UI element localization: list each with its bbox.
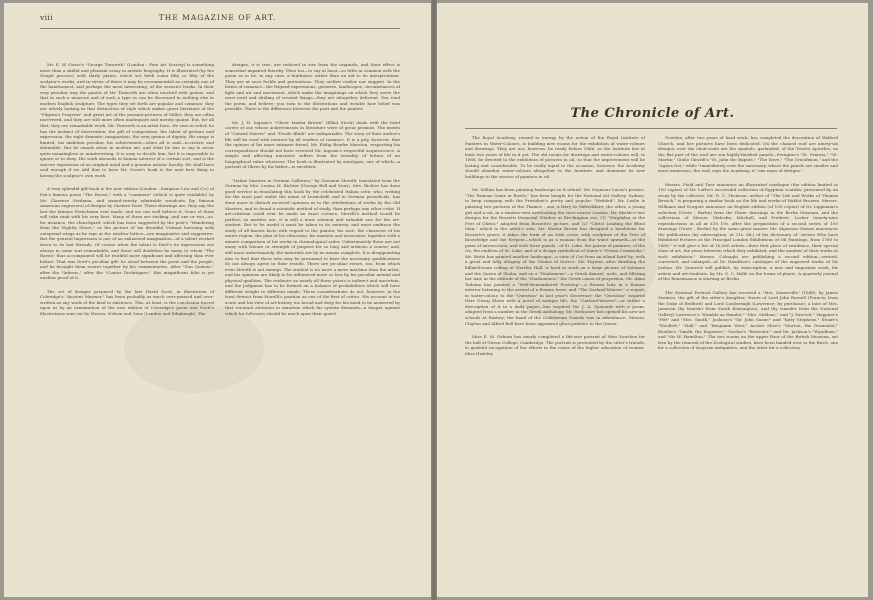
paragraph-osborn: Miss E. M. Osborn has nearly completed a life-size portrait of Miss Souchon for the hall of Girton College, Cambridge. The portrait is presented by the sitter's friends, in grateful recognition of her efforts in the cause of the higher education of women. Miss Hadsley (465, 334, 645, 356)
running-title: THE MAGAZINE OF ART. (158, 13, 277, 22)
paragraph-field-and-tuer: Messrs. Field and Tuer announce an illustrated catalogue (the edition limited to 150 copies) of Mr. Loftie's successful collection of Egyptian scarabs; presented by an essay by the collector. Mr. D. C. Thomson, author of "The Life and Works of Thomas Bewick," is preparing a similar book on the life and works of Hablot Browne. Messrs. Williams and Norgate announce an English edition (of 100 copies) of Dr. Lippmann's selection (Grote ; Berlin) from the Dürer drawings in the Berlin Museum, and the collections of Messrs. Malcolm, Mitchell, and Frederic. Locker (ninety-nine reproductions in all at £10 10s. after the preparation of a second series of 100 drawings (Grote ; Berlin) by the same great master. Mr. Algernon Graves announces the publication (by subscription, at 21s. 6d.) of his dictionary of "Artists Who have Exhibited Pictures at the Principal London Exhibitions of Oil Paintings, from 1760 to 1880;" it will give a list of 16,000 artists—their first place of residence, their special class of art, the years between which they exhibited, and the number of their works at such exhibition." Messrs. Colnaghi are publishing a second edition—revised, corrected, and enlarged—of Dr. Hamilton's catalogue of the engraved works of Sir Joshua. Mr. Quaritch will publish, by subscription, a new and important work, for artists and art-students, by Mr. G. C. Hallé on the forms of plants. A quarterly journal of the Renaissance is starting at Berlin. (658, 181, 838, 282)
left-column-1 (40, 62, 214, 317)
page-number: viii (40, 13, 54, 22)
paragraph-oliver-madox-brown: Mr. J. H. Ingram's "Oliver Madox Brown" (Elliot Stock) deals with the brief career of one whose achievements in literature were of great promise. The merits of "Gabriel Denver" and "Dwale Bluth" are indisputable. The story of their author's life will be read with interest by all readers of romance. It is a pity, however, that the opinion of his more intimate friend, Mr. Philip Bourke Marston, respecting his correspondence should not have received Mr. Ingram's respectful acquiescence. A simple and affecting narrative suffers from the triviality of letters of no biographical value whatever. The book is illustrated by autotypes, one of which—a portrait of Oliver by his father—is excellent. (225, 119, 400, 170)
right-column-2 (658, 135, 838, 351)
paragraph-mariner-continued: designs, it is true, are reduced in size from the originals, and their effect is somewhat impaired thereby. Then too—to say at least—so little in common with the poem as to be, in any case, a hindrance rather than an aid to its interpretation. They are at once feeble and pretentious. They neither realise nor suggest. In the forms of romance—the feigned expressions, gestures, landscapes, circumstances of light and air and movement, which make the imaginings on which they serve the most vivid and abiding of created things—they are altogether deficient. You read the poem, and believe; you turn to the illustrations and wonder how belief was possible. There is the difference between the poet and the painter. (225, 62, 400, 112)
right-column-1 (465, 135, 645, 356)
paragraph-walford-church: Gowdon, after two years of hard work, has completed the decoration of Walford Church, and her pictures have been dedicated. On the chancel roof are ninety-six designs; over the choir-seats are the symbols, garlanded, of the Twelve Apostles; on the flat part of the roof are sex highly-finished panels—Perugino's "St. Francis," "St. Martin;" Giulio Girardi's "St. John the Baptist," "The Dove," "The Crucifixion," and the "Agnus Dei," while "immediately over the sanctuary, where the panels are smaller and more numerous, the roof, says the Academy, is "one mass of designs." (658, 135, 838, 174)
paragraph-millais: Mr. Millais has been painting landscape in Scotland. Mr. Seymour Lucas's picture, "The Famous Game at Bowls," has been bought for the National Art Gallery, Sydney; to keep company with the President's pretty and popular "Wedded." Mr. Leslie is painting two pictures of the Thames : one, a ferry in Oxfordshire; the other, a young girl and a cat, in a window-seat overlooking the river nearer London. Mr. Skelde's two designs for the Rossetti Memorial Window at Birchington are, (1) "Magdalen at the Feet of Christ," adapted from Rossetti's picture, and (2) "Christ Leading the Blind Man," which is the artist's own. Mr. Madox Brown has designed a headstone for Rossetti's grave; it takes the form of an Irish cross, with sculpture of the Tree of Knowledge and the Serpent—which is as a woman from the waist upwards—at the point of intersection; and with three panels : of St. Luke, the patron of painters; of the Ox, the emblem of St. Luke; and of a design symbolical of Dante's "Divina Commedia." Mr. Watts has painted another landscape—a view of Cos from an island hard by; with a great and lofty allegory of the Genius of Greece. Mr. Poynter, after finishing the billiard-room ceiling at Wortley Hall, is hard at work on a large picture of Solomon and the Queen of Sheba, and on a "Diadumene"—a Greek damsel, nude, and filleting her hair, in the attitude of the "Diadumenos," the Greek canon of proportion. Mr. Alma Tadema has painted a "Well-Remembered Footstep"—a Roman lady in a Roman interior listening to the arrival of a Roman lover; and "The Garland-Weaver," a sequel, in water-colour, to the "Question" in last year's Grosvenor; the "Question" inspired Herr Georg Ebers with a novel of antique life; the "Garland-Weaver"—or rather a description of it in a daily paper—has inspired Mr. J. A. Symonds with a poem, adapted from a number in the Greek Anthology. Mr. Herkomer has opened his new art schools at Bushey; the band of the Coldstream Guards was in attendance. Messrs. Clayton and Alfred Bell have been appointed glass-painters to the Queen. (465, 187, 645, 326)
paragraph-national-portrait-gallery: The National Portrait Gallery has received a "Mrs. Somerville" (1848), by James Swinton, the gift of the sitter's daughter; fronts of Lord John Russell (Francis; from the Duke of Bedford) and Lord Castlereagh (Lawrence; by purchase); a bust of Mrs. Jameson (by transfer from South Kensington); and (by transfer from the National Gallery) Lawrence's "Kemble as Hamlet," "Mrs. Siddons," and "J. Fawcett," Hoppner's "Pitt" and "Mrs. Smith," Jackson's "Sir John Soane" and "Kitty Stephens," Stuart's "Woollett," "Hall," and "Benjamin West;" Archer Shee's "Morton, the Dramatist;" Knoller's "Smith, the Engraver;" Gordon's "Brewster;" and Mr. Jackson's "Wyndham," and "Sir W. Hamilton." The two rooms on the upper floor of the British Museum, set free by the removal of the Zoological studies, have been handed over to the Birch, one for a collection of Assyrian antiquities, and the other for a collection (658, 289, 838, 351)
paragraph-raven: A very splendid gift-book is the new edition (London : Sampson Low and Co.) of Poe's famous poem "The Raven," with a "comment" (which is quite readable) by Mr. Clarence Stedman, and sixand-twenty admirable woodcuts (by famous American engravers) of designs by Gustave Doré. These drawings are, they say, the last the famous Frenchman ever made; and we can well believe it. None of them will take rank with his very best. Many of them are striking, and one or two—as, for instance, the churchyard, which has been suggested by the poet's "Wandering from the Nightly Shore;" as the picture of his dreadful Visitant hovering with outspread wings as he taps at the window lattice—are imaginative and suggestive. But the general impression is one of an exhausted imagination—of a talent worked down to its last threads. Of course when the talent is Doré's its expressions are always in some sort remarkable; and there will doubtless be many to whom "The Raven" thus accompanied will be truthful more significant and affecting than ever before. That was Doré's peculiar gift: he stood between the poets and the people, and he brought them nearer together by his commentaries. After "Don Quixote," after the "Inferno," after the "Contes Drolatiques," this magnificent folio is yet another proof of it. (40, 186, 214, 281)
paragraph-ancient-mariner: The set of designs prepared by the late David Scott, in illustration of Coleridge's "Ancient Mariner," has been probably as much over-praised and over-written as any work of the kind in existence. This, at least, is the conclusion forced upon us by an examination of the new edition of Coleridge's poem and Scott's illustrations sent out by Messrs. Nelson and Sons (London and Edinburgh). The (40, 288, 214, 316)
paragraph-italian-masters: "Italian Masters in German Galleries," by Giovanni Morelli, translated from the German by Mrs. Louisa M. Richter (George Bell and Sons). Mrs. Richter has done good service in translating this book by the celebrated Italian critic who, writing for the most part under the name of Lermolieff, and in German periodicals, has done more to disturb received opinions as to the attributions of works by the Old Masters, and to found a scientific method of study, than perhaps any other critic. If art-criticism could ever be made an exact science, Morelli's method would be perfect; as matters are, it is still a most rational and valuable one for the art-student. But to be useful it must be taken in its entirety, and must embrace the study of all known facts with regard to the painter, his race, the character of his native region, the plan of his education, his masters and associates, together with a minute comparison of his works in chronological order. Unfortunately there are not many with leisure or strength of purpose for so long and arduous a course; and, still more unfortunately, the materials are by no means complete. It is disappointing also to find that those who may be presumed to have the necessary qualifications do not always agree in their results. There are peculiar errors, too, from which even Morelli is not exempt. The student is no more a mere machine than the artist, and his opinions are likely to be influenced more or less by his peculiar mental and physical qualities. The evidence on nearly all these points is indirect and uncertain, and the judgment has to be formed on a balance of probabilities which will have different weight to different minds. These considerations do not, however, in the least detract from Morelli's position as one of the first of critics. His account is too acute and his view of art-history too broad and deep for his mind to be answered by that eventual attention to minutiae which his system demands—a danger against which his followers should be much upon their guard. (225, 177, 400, 316)
left-page (4, 3, 431, 597)
running-head (4, 13, 431, 25)
right-page (437, 3, 868, 597)
title-rule (465, 128, 837, 129)
left-column-2 (225, 62, 400, 317)
section-title: The Chronicle of Art. (570, 106, 735, 121)
header-rule (40, 28, 400, 29)
paragraph-royal-academy: The Royal Academy, roused to energy by the action of the Royal Institute of Painters in Water-Colours, is building new rooms for the exhibition of water-colours and drawings. They are not, however, be ready before 1886, as the Institute has at least two years of life in it yet. The old rooms for drawings and water-colours will, in 1886, be devoted to the exhibition of pictures in oil, so that the improvement will be lasting and considerable. To be really equal to the occasion, however, the Academy should abandon water-colours altogether to the Institute, and dominate its new buildings to the service of painters in oil. (465, 135, 645, 179)
paragraph-tinworth: Mr. E. W. Gosse's "George Tinworth" (London : Fine Art Society) is something more than a skilful and pleasant essay in artistic biography. It is illustrated (by the Goupil process) with thirty plates, which set forth some fifty or fifty of the sculptor's works; and in virtue of these it may be recommended as certainly one of the handsomest, and perhaps the most interesting, of the season's books. In their very peculiar way the panels of Mr. Tinworth are often touched with genius, and that in such a measure and of such a type as can be discerned in nothing else in modern English sculpture. The types they set forth are popular and common; they are utterly lacking in that distinction of style which makes great literature of the "Pilgrim's Progress" and great art of the peasant-pictures of Millet; they are often unrevered, and they are still more often inadequate and merely quaint. But, for all that, they are remarkable work. Mr. Tinworth is an artist born. He sees in relief; he has the instinct of observation, the gift of composition, the talent of gesture and expression, the right dramatic imagination, the very genius of dignity. His range is limited, his ambition peculiar, his achievement—when all is said—eccentric and debatable. But he stands alone in modern art, and what he has to say is never quite meaningless or uninteresting. It is easy to decide him; but it is impossible to ignore or to deny. His work abounds in human interest of a certain sort, and is the sincere expression of an original mind and a genuine artistic faculty. We shall have said enough if we add that to have Mr. Gosse's book is the next best thing to having the sculptor's own work. (40, 62, 214, 178)
